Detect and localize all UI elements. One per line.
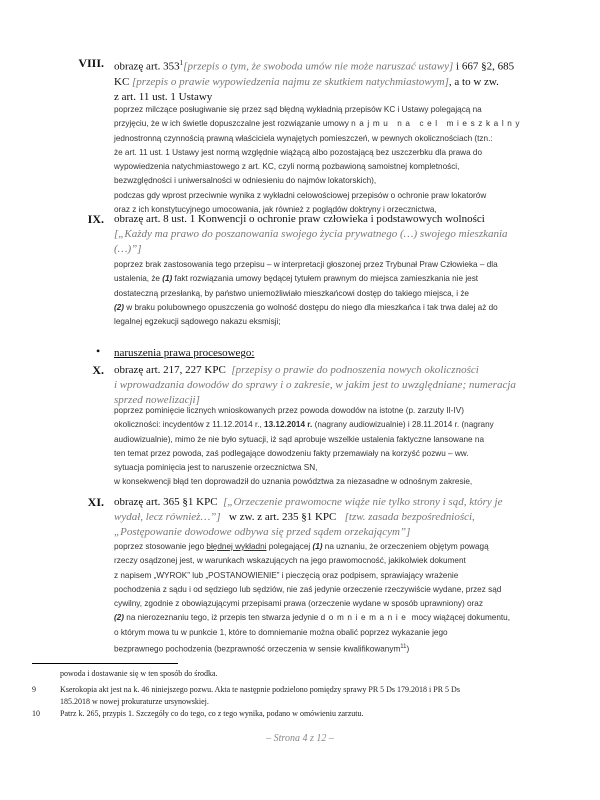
section-number: XI.	[87, 495, 104, 509]
section-number: IX.	[87, 212, 104, 226]
section-body: poprzez stosowanie jego błędnej wykładni polegającej (1) na uznaniu, że orzeczeniem objętym powagą rzeczy osądzonej jest, w warunkach wskazujących na jego prawomocność, jakikolwiek dokument z napisem „WYROK” lub „POSTANOWIENIE” i pieczęcią oraz podpisem, sprawiający wrażenie pochodzenia z sądu i od sędziego lub sędziów, nie zaś jedynie orzeczenie rzeczywiście wydane, przez sąd cywilny, zgodnie z obowiązującymi przepisami prawa (orzeczenie wydane w sposób uprawniony) oraz (2) na nierozeznaniu tego, iż przepis ten stwarza jedynie domniemanie mocy wiążącej dokumentu, o którym mowa tu w punkcie 1, które to domniemanie można obalić poprzez wykazanie jego bezprawnego pochodzenia (bezprawność orzeczenia w sensie kwalifikowanym$^{11}$)	[114, 542, 510, 654]
footnote-divider	[32, 663, 178, 664]
section-number: X.	[92, 363, 104, 377]
page-number-footer: – Strona 4 z 12 –	[266, 733, 334, 744]
footnote-continuation: powoda i dostawanie się w ten sposób do środka.	[60, 669, 218, 678]
footnote-10: 10 Patrz k. 265, przypis 1. Szczegóły co do tego, co z tego wynika, podano w omówieniu zarzutu.	[32, 709, 364, 718]
section-heading: obrazę art. $353^1[przepis$ o tym, że swoboda umów nie może naruszać ustawy] i 667 §2, 685 KC [przepis o prawie wypowiedzenia najmu ze skutkiem natychmiastowym], a to w zw. z art. 11 ust. 1 Ustawy	[114, 59, 515, 103]
section-body: poprzez milczące posługiwanie się przez sąd błędną wykładnią przepisów KC i Ustawy polegającą na przyjęciu, że w ich świetle dopuszczalne jest rozwiązanie umowy najmu na cel mieszkalny jednostronną czynnością prawną właściciela wynajętych pomieszczeń, w pewnych okolicznościach (tzn.: że art. 11 ust. 1 Ustawy jest normą względnie wiążącą albo pozostającą bez uszczerbku dla prawa do wypowiedzenia natychmiastowego z art. KC, czyli normą pozbawioną samoistnej kompletności, bezwzględności i uniwersalności w odniesieniu do najmów lokatorskich), podczas gdy wprost przeciwnie wynika z wykładni celowościowej przepisów o ochronie praw lokatorów oraz z ich konstytucyjnego umocowania, jak również z poglądów doktryny i orzecznictwa,	[114, 105, 524, 215]
document-page: VIII. obrazę art. $353^1[przepis$ o tym, że swoboda umów nie może naruszać ustawy] i 667 §2, 685 KC [przepis o prawie wypowiedzenia najmu ze skutkiem natychmiastowym], a to w zw. z art. 11 ust. 1 Ustawy poprzez milczące posługiwanie się przez sąd błędną wykładnią przepisów KC i Ustawy polegającą na przyjęciu, że w ich świetle dopuszczalne jest rozwiązanie umowy najmu na cel mieszkalny jednostronną czynnością prawną właściciela wynajętych pomieszczeń, w pewnych okolicznościach (tzn.: że art. 11 ust. 1 Ustawy jest normą względnie wiążącą albo pozostającą bez uszczerbku dla prawa do wypowiedzenia natychmiastowego z art. KC, czyli normą pozbawioną samoistnej kompletności, bezwzględności i uniwersalności w odniesieniu do najmów lokatorskich), podczas gdy wprost przeciwnie wynika z wykładni celowościowej przepisów o ochronie praw lokatorów oraz z ich konstytucyjnego umocowania, jak również z poglądów doktryny i orzecznictwa, IX. obrazę art. 8 ust. 1 Konwencji o ochronie praw człowieka i podstawowych wolności [„Każdy ma prawo do poszanowania swojego życia prywatnego (…) swojego mieszkania (…)”] poprzez brak zastosowania tego przepisu – w interpretacji głoszonej przez Trybunał Praw Człowieka – dla ustalenia, że (1) fakt rozwiązania umowy będącej tytułem prawnym do miejsca zamieszkania nie jest dostateczną przesłanką, by państwo uniemożliwiało mieszkańcowi dostęp do takiego miejsca, i że (2) w braku polubownego opuszczenia go wolność dostępu do niego dla mieszkańca i tak trwa dalej aż do legalnej egzekucji sądowego nakazu eksmisji; • naruszenia prawa procesowego: X. obrazę art. 217, 227 KPC [przepisy o prawie do podnoszenia nowych okoliczności i wprowadzania dowodów do sprawy i o zakresie, w jakim jest to uwzględniane; numeracja sprzed nowelizacji] poprzez pominięcie licznych wnioskowanych przez powoda dowodów na istotne (p. zarzuty II-IV) okoliczności: incydentów z 11.12.2014 r., 13.12.2014 r. (nagrany audiowizualnie) i 28.11.2014 r. (nagrany audiowizualnie), mimo że nie było sytuacji, iż sąd aprobuje wszelkie ustalenia faktyczne lansowane na ten temat przez powoda, zaś podlegające dowodzeniu fakty przemawiały na korzyść pozwu – ww. sytuacja pominięcia jest to naruszenie orzecznictwa SN, w konsekwencji błąd ten doprowadził do uznania powództwa za niezasadne w odnośnym zakresie, XI. obrazę art. 365 §1 KPC [„Orzeczenie prawomocne wiąże nie tylko strony i sąd, który je wydał, lecz również…”] w zw. z art. 235 §1 KPC [tzw. zasada bezpośredniości, „Postępowanie dowodowe odbywa się przed sądem orzekającym”] poprzez stosowanie jego błędnej wykładni polegającej (1) na uznaniu, że orzeczeniem objętym powagą rzeczy osądzonej jest, w warunkach wskazujących na jego prawomocność, jakikolwiek dokument z napisem „WYROK” lub „POSTANOWIENIE” i pieczęcią oraz podpisem, sprawiający wrażenie pochodzenia z sądu i od sędziego lub sędziów, nie zaś jedynie orzeczenie rzeczywiście wydane, przez sąd cywilny, zgodnie z obowiązującymi przepisami prawa (orzeczenie wydane w sposób uprawniony) oraz (2) na nierozeznaniu tego, iż przepis ten stwarza jedynie domniemanie mocy wiążącej dokumentu, o którym mowa tu w punkcie 1, które to domniemanie można obalić poprzez wykazanie jego bezprawnego pochodzenia (bezprawność orzeczenia w sensie kwalifikowanym$^{11}$) powoda i dostawanie się w ten sposób do środka. 9 Kserokopia akt jest na k. 46 niniejszego pozwu. Akta te następnie podzielono pomiędzy sprawy PR 5 Ds 179.2018 i PR 5 Ds 185.2018 w nowej prokuraturze ursynowskiej. 10 Patrz k. 265, przypis 1. Szczegóły co do tego, co z tego wynika, podano w omówieniu zarzutu. – Strona 4 z 12 –	[0, 0, 600, 800]
section-heading: obrazę art. 217, 227 KPC [przepisy o prawie do podnoszenia nowych okoliczności i wprowadzania dowodów do sprawy i o zakresie, w jakim jest to uwzględniane; numeracja sprzed nowelizacji]	[114, 364, 516, 406]
section-body: poprzez brak zastosowania tego przepisu – w interpretacji głoszonej przez Trybunał Praw Człowieka – dla ustalenia, że (1) fakt rozwiązania umowy będącej tytułem prawnym do miejsca zamieszkania nie jest dostateczną przesłanką, by państwo uniemożliwiało mieszkańcowi dostęp do takiego miejsca, i że (2) w braku polubownego opuszczenia go wolność dostępu do niego dla mieszkańca i tak trwa dalej aż do legalnej egzekucji sądowego nakazu eksmisji;	[114, 260, 498, 327]
section-heading: obrazę art. 8 ust. 1 Konwencji o ochronie praw człowieka i podstawowych wolności [„Każdy ma prawo do poszanowania swojego życia prywatnego (…) swojego mieszkania (…)”]	[114, 213, 508, 255]
footnote-9: 9 Kserokopia akt jest na k. 46 niniejszego pozwu. Akta te następnie podzielono pomiędzy sprawy PR 5 Ds 179.2018 i PR 5 Ds 185.2018 w nowej prokuraturze ursynowskiej.	[32, 685, 460, 706]
section-body: poprzez pominięcie licznych wnioskowanych przez powoda dowodów na istotne (p. zarzuty II-IV) okoliczności: incydentów z 11.12.2014 r., 13.12.2014 r. (nagrany audiowizualnie) i 28.11.2014 r. (nagrany audiowizualnie), mimo że nie było sytuacji, iż sąd aprobuje wszelkie ustalenia faktyczne lansowane na ten temat przez powoda, zaś podlegające dowodzeniu fakty przemawiały na korzyść pozwu – ww. sytuacja pominięcia jest to naruszenie orzecznictwa SN, w konsekwencji błąd ten doprowadził do uznania powództwa za niezasadne w odnośnym zakresie,	[114, 406, 494, 487]
section-heading: obrazę art. 365 §1 KPC [„Orzeczenie prawomocne wiąże nie tylko strony i sąd, który je wydał, lecz również…”] w zw. z art. 235 §1 KPC [tzw. zasada bezpośredniości, „Postępowanie dowodowe odbywa się przed sądem orzekającym”]	[114, 496, 503, 538]
section-number: VIII.	[78, 56, 104, 70]
bullet-icon: •	[96, 344, 101, 358]
